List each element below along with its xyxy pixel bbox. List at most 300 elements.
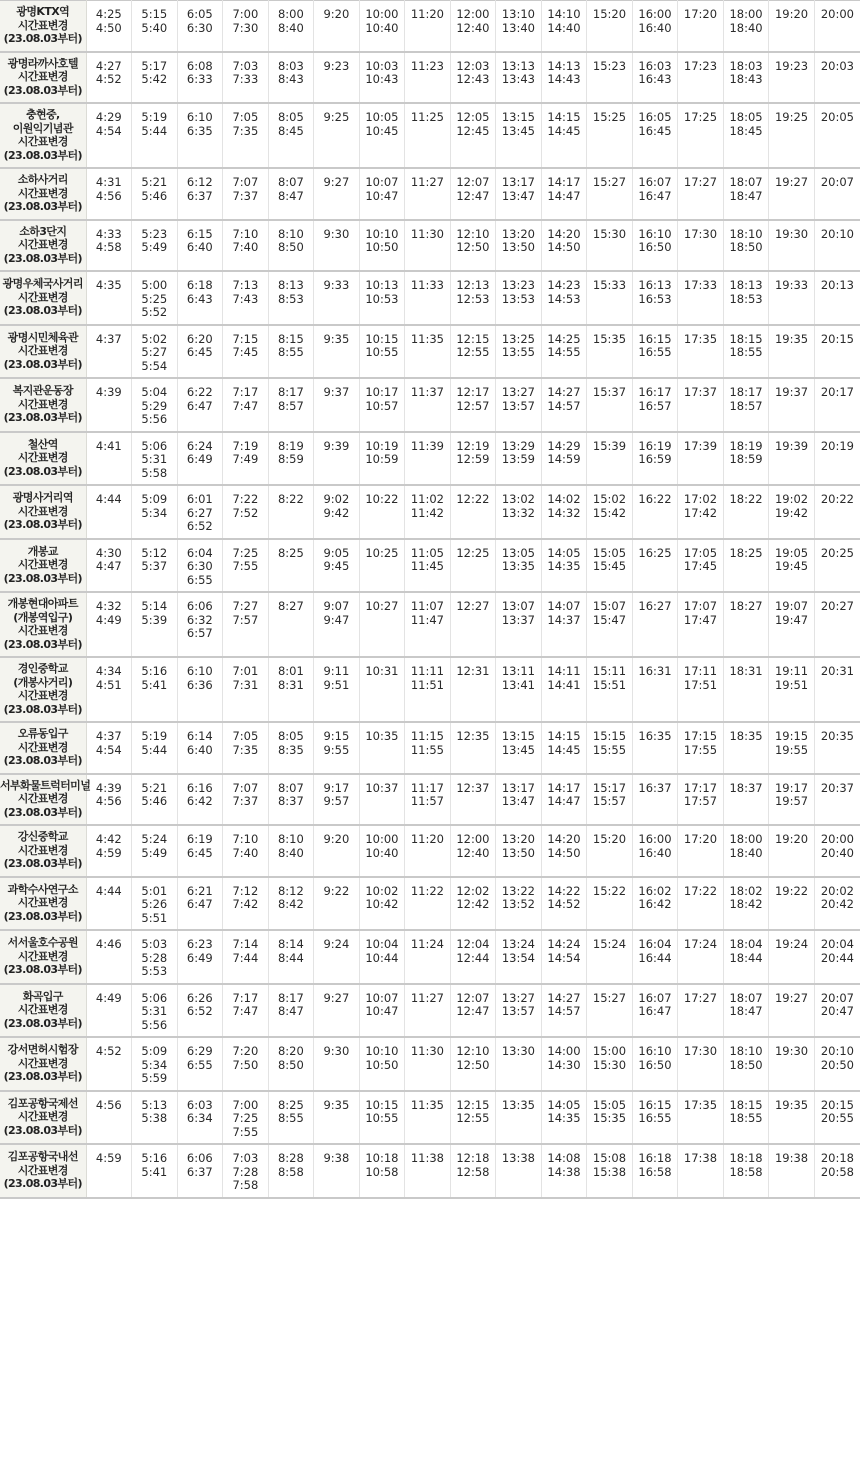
departure-time-cell bbox=[405, 378, 451, 432]
departure-time: 4:25 bbox=[95, 7, 122, 21]
departure-time-cell bbox=[587, 378, 633, 432]
departure-time: 6:08 bbox=[186, 58, 213, 73]
departure-time: 11:23 bbox=[410, 58, 444, 73]
departure-time-cell bbox=[268, 103, 314, 168]
departure-time-cell bbox=[268, 1091, 314, 1145]
departure-time-cell bbox=[405, 168, 451, 220]
departure-time-cell bbox=[268, 378, 314, 432]
departure-time-cell bbox=[177, 592, 223, 657]
departure-time-cell bbox=[769, 378, 815, 432]
departure-time-cell bbox=[587, 485, 633, 539]
departure-time-cell bbox=[132, 271, 178, 325]
departure-time: 16:40 bbox=[638, 20, 672, 35]
departure-time-cell bbox=[723, 825, 769, 877]
stop-name-line: 광명KTX역 bbox=[16, 5, 70, 18]
departure-time-cell bbox=[359, 877, 405, 931]
stop-row bbox=[0, 877, 860, 931]
departure-time: 18:07 bbox=[729, 175, 763, 189]
departure-time: 7:35 bbox=[232, 742, 259, 757]
departure-time: 15:08 bbox=[592, 1151, 627, 1165]
departure-time: 12:50 bbox=[456, 1057, 490, 1072]
departure-time: 14:20 bbox=[547, 832, 581, 846]
departure-time: 6:37 bbox=[186, 1164, 213, 1179]
departure-time-cell bbox=[132, 378, 178, 432]
departure-time: 20:40 bbox=[820, 845, 854, 860]
departure-time: 7:27 bbox=[232, 599, 259, 613]
departure-time: 19:37 bbox=[774, 385, 809, 399]
departure-time: 14:43 bbox=[547, 72, 581, 86]
departure-time-cell bbox=[132, 825, 178, 877]
departure-time: 6:40 bbox=[186, 742, 213, 757]
stop-name-line: 소하사거리 bbox=[17, 173, 68, 186]
departure-time-cell bbox=[496, 592, 542, 657]
departure-time: 4:29 bbox=[95, 110, 122, 124]
departure-time: 8:28 bbox=[277, 1151, 304, 1165]
departure-time: 4:30 bbox=[95, 545, 122, 560]
stop-name-cell bbox=[0, 930, 86, 984]
departure-time: 8:20 bbox=[277, 1044, 304, 1058]
departure-time-cell bbox=[587, 1037, 633, 1091]
stop-name-line: (23.08.03부터) bbox=[3, 1177, 82, 1190]
departure-time: 6:55 bbox=[186, 1057, 213, 1072]
stop-name-line: (23.08.03부터) bbox=[3, 702, 82, 716]
departure-time: 10:55 bbox=[365, 1111, 399, 1125]
stop-name-line: 광명시민체육관 bbox=[7, 330, 78, 344]
departure-time-cell bbox=[405, 432, 451, 486]
departure-time: 16:03 bbox=[638, 58, 672, 73]
departure-time: 19:33 bbox=[774, 278, 809, 292]
departure-time: 8:03 bbox=[277, 58, 304, 73]
departure-time: 15:30 bbox=[592, 226, 627, 241]
departure-time: 18:50 bbox=[729, 240, 763, 254]
departure-time-cell bbox=[814, 1, 860, 52]
departure-time-cell bbox=[450, 722, 496, 774]
departure-time: 5:15 bbox=[141, 7, 168, 21]
departure-time: 17:23 bbox=[683, 58, 718, 73]
departure-time-cell bbox=[587, 220, 633, 272]
departure-time: 19:05 bbox=[774, 545, 809, 560]
departure-time: 15:51 bbox=[592, 677, 627, 692]
departure-time: 8:05 bbox=[277, 110, 304, 124]
departure-time: 14:00 bbox=[547, 1044, 581, 1058]
departure-time-cell bbox=[678, 539, 724, 593]
departure-time: 9:22 bbox=[323, 883, 350, 898]
departure-time: 19:30 bbox=[774, 1044, 809, 1058]
stop-row bbox=[0, 930, 860, 984]
departure-time-cell bbox=[314, 378, 360, 432]
departure-time: 11:45 bbox=[410, 559, 444, 573]
departure-time: 7:05 bbox=[232, 110, 259, 124]
departure-time-cell bbox=[359, 984, 405, 1038]
departure-time-cell bbox=[723, 877, 769, 931]
departure-time: 16:05 bbox=[638, 110, 672, 124]
departure-time: 13:07 bbox=[501, 599, 536, 613]
departure-time-cell bbox=[86, 722, 132, 774]
departure-time: 4:39 bbox=[95, 385, 122, 399]
departure-time: 18:53 bbox=[729, 291, 763, 306]
departure-time-cell bbox=[86, 984, 132, 1038]
departure-time-cell bbox=[223, 220, 269, 272]
departure-time-cell bbox=[632, 432, 678, 486]
departure-time: 18:18 bbox=[729, 1151, 763, 1165]
departure-time-cell bbox=[223, 657, 269, 722]
departure-time-cell bbox=[587, 1, 633, 52]
departure-time-cell bbox=[405, 220, 451, 272]
departure-time-cell bbox=[723, 1037, 769, 1091]
departure-time: 6:26 bbox=[186, 990, 213, 1005]
departure-time: 11:11 bbox=[410, 664, 444, 678]
departure-time: 8:40 bbox=[277, 845, 304, 860]
departure-time-cell bbox=[496, 1091, 542, 1145]
stop-name-line: 시간표변경 bbox=[17, 504, 68, 518]
departure-time: 5:49 bbox=[141, 240, 168, 254]
departure-time: 7:55 bbox=[232, 559, 259, 573]
departure-time-cell bbox=[359, 1, 405, 52]
departure-time: 20:17 bbox=[820, 385, 854, 399]
departure-time-cell bbox=[723, 168, 769, 220]
stop-row bbox=[0, 1, 860, 52]
departure-time-cell bbox=[632, 930, 678, 984]
departure-time: 6:21 bbox=[186, 883, 213, 898]
departure-time: 5:26 bbox=[141, 897, 168, 911]
departure-time: 13:54 bbox=[501, 950, 536, 965]
departure-time: 19:45 bbox=[774, 559, 809, 573]
departure-time: 19:35 bbox=[774, 331, 809, 346]
departure-time: 11:38 bbox=[410, 1151, 444, 1165]
departure-time: 15:47 bbox=[592, 612, 627, 627]
departure-time-cell bbox=[678, 432, 724, 486]
departure-time: 12:59 bbox=[456, 452, 490, 466]
departure-time: 9:20 bbox=[323, 832, 350, 846]
departure-time: 9:23 bbox=[323, 58, 350, 73]
departure-time: 20:27 bbox=[820, 599, 854, 613]
departure-time: 19:20 bbox=[774, 832, 809, 846]
departure-time-cell bbox=[223, 984, 269, 1038]
departure-time: 16:45 bbox=[638, 123, 672, 138]
departure-time-cell bbox=[769, 52, 815, 104]
departure-time: 18:17 bbox=[729, 385, 763, 399]
departure-time-cell bbox=[450, 485, 496, 539]
departure-time: 7:05 bbox=[232, 729, 259, 743]
stop-row bbox=[0, 271, 860, 325]
departure-time: 5:42 bbox=[141, 72, 168, 86]
departure-time-cell bbox=[314, 877, 360, 931]
departure-time-cell bbox=[268, 877, 314, 931]
departure-time-cell bbox=[268, 485, 314, 539]
stop-row bbox=[0, 722, 860, 774]
departure-time-cell bbox=[769, 1144, 815, 1198]
departure-time: 18:58 bbox=[729, 1164, 763, 1179]
departure-time-cell bbox=[177, 722, 223, 774]
departure-time-cell bbox=[814, 52, 860, 104]
departure-time-cell bbox=[541, 1144, 587, 1198]
departure-time-cell bbox=[268, 657, 314, 722]
departure-time-cell bbox=[223, 325, 269, 379]
departure-time: 5:19 bbox=[141, 110, 168, 124]
departure-time-cell bbox=[268, 432, 314, 486]
departure-time-cell bbox=[541, 325, 587, 379]
departure-time: 14:35 bbox=[547, 559, 581, 573]
departure-time: 12:15 bbox=[456, 331, 490, 346]
departure-time-cell bbox=[405, 657, 451, 722]
departure-time-cell bbox=[632, 1091, 678, 1145]
stop-name-cell bbox=[0, 774, 91, 826]
departure-time-cell bbox=[86, 271, 132, 325]
stop-name-line: (23.08.03부터) bbox=[3, 1016, 82, 1030]
departure-time: 13:50 bbox=[501, 240, 536, 254]
departure-time: 16:25 bbox=[638, 545, 672, 560]
departure-time: 17:35 bbox=[683, 331, 718, 346]
departure-time-cell bbox=[132, 539, 178, 593]
departure-time-cell bbox=[678, 1091, 724, 1145]
departure-time: 8:43 bbox=[277, 72, 304, 86]
departure-time: 11:55 bbox=[410, 742, 444, 757]
departure-time: 6:47 bbox=[186, 398, 213, 413]
departure-time-cell bbox=[769, 592, 815, 657]
departure-time-cell bbox=[314, 220, 360, 272]
departure-time: 14:11 bbox=[547, 664, 581, 678]
stop-name-line: (23.08.03부터) bbox=[3, 200, 82, 213]
departure-time-cell bbox=[587, 271, 633, 325]
departure-time: 8:14 bbox=[277, 937, 304, 951]
departure-time: 6:27 bbox=[186, 505, 213, 520]
departure-time: 5:16 bbox=[141, 1151, 168, 1165]
departure-time: 9:47 bbox=[323, 612, 350, 627]
departure-time-cell bbox=[678, 722, 724, 774]
stop-name-line: 시간표변경 bbox=[17, 843, 68, 857]
departure-time-cell bbox=[223, 1091, 269, 1145]
departure-time-cell bbox=[359, 1037, 405, 1091]
departure-time: 7:17 bbox=[232, 990, 259, 1005]
stop-name-cell bbox=[0, 220, 86, 272]
departure-time: 12:03 bbox=[456, 58, 490, 73]
departure-time: 10:44 bbox=[365, 950, 399, 965]
departure-time: 5:23 bbox=[141, 226, 168, 241]
departure-time: 13:10 bbox=[501, 7, 536, 21]
departure-time-cell bbox=[405, 984, 451, 1038]
departure-time: 16:43 bbox=[638, 72, 672, 86]
stop-name-line: 충현중, bbox=[25, 108, 60, 121]
departure-time-cell bbox=[496, 722, 542, 774]
departure-time: 6:04 bbox=[186, 545, 213, 560]
departure-time: 5:58 bbox=[141, 465, 168, 480]
departure-time-cell bbox=[314, 984, 360, 1038]
stop-name-line: 시간표변경 bbox=[17, 689, 68, 702]
departure-time-cell bbox=[769, 877, 815, 931]
departure-time: 18:43 bbox=[729, 72, 763, 86]
departure-time-cell bbox=[314, 432, 360, 486]
departure-time-cell bbox=[314, 825, 360, 877]
departure-time: 18:59 bbox=[729, 452, 763, 466]
departure-time: 9:30 bbox=[323, 1044, 350, 1058]
departure-time-cell bbox=[359, 325, 405, 379]
departure-time: 5:16 bbox=[141, 664, 168, 678]
departure-time: 20:55 bbox=[820, 1111, 854, 1125]
departure-time-cell bbox=[132, 657, 178, 722]
departure-time: 16:35 bbox=[638, 729, 672, 743]
departure-time: 9:42 bbox=[323, 505, 350, 520]
departure-time-cell bbox=[132, 103, 178, 168]
departure-time-cell bbox=[268, 220, 314, 272]
departure-time: 5:31 bbox=[141, 1004, 168, 1018]
departure-time-cell bbox=[450, 984, 496, 1038]
departure-time: 18:10 bbox=[729, 226, 763, 241]
departure-time-cell bbox=[769, 485, 815, 539]
departure-time: 13:55 bbox=[501, 345, 536, 359]
departure-time: 17:22 bbox=[683, 883, 718, 898]
departure-time-cell bbox=[723, 930, 769, 984]
stop-name-line: (23.08.03부터) bbox=[3, 304, 82, 317]
departure-time: 10:15 bbox=[365, 1097, 399, 1112]
stop-name-line: 시간표변경 bbox=[17, 70, 68, 83]
departure-time-cell bbox=[450, 657, 496, 722]
departure-time-cell bbox=[177, 1144, 223, 1198]
departure-time: 8:10 bbox=[277, 832, 304, 846]
departure-time: 11:05 bbox=[410, 545, 444, 560]
departure-time-cell bbox=[177, 271, 223, 325]
stop-name-line: (23.08.03부터) bbox=[3, 909, 82, 923]
departure-time: 16:15 bbox=[638, 331, 672, 346]
departure-time: 12:02 bbox=[456, 883, 490, 898]
departure-time: 14:02 bbox=[547, 492, 581, 506]
departure-time: 7:10 bbox=[232, 226, 259, 241]
departure-time-cell bbox=[132, 325, 178, 379]
departure-time: 5:09 bbox=[141, 1044, 168, 1058]
stop-name-line: (23.08.03부터) bbox=[3, 518, 82, 531]
departure-time-cell bbox=[177, 325, 223, 379]
departure-time: 8:25 bbox=[277, 545, 304, 560]
stop-name-cell bbox=[0, 103, 86, 168]
departure-time: 15:39 bbox=[592, 438, 627, 453]
departure-time-cell bbox=[177, 774, 223, 826]
departure-time: 13:30 bbox=[501, 1044, 536, 1058]
departure-time: 6:49 bbox=[186, 452, 213, 466]
departure-time: 16:13 bbox=[638, 278, 672, 292]
departure-time: 16:50 bbox=[638, 240, 672, 254]
departure-time: 10:40 bbox=[365, 20, 399, 35]
departure-time-cell bbox=[359, 657, 405, 722]
departure-time-cell bbox=[177, 168, 223, 220]
departure-time: 20:35 bbox=[820, 729, 854, 743]
departure-time: 4:35 bbox=[95, 278, 122, 292]
departure-time: 5:37 bbox=[141, 559, 168, 573]
departure-time-cell bbox=[405, 1144, 451, 1198]
departure-time-cell bbox=[496, 825, 542, 877]
stop-row bbox=[0, 168, 860, 220]
departure-time-cell bbox=[86, 1037, 132, 1091]
departure-time-cell bbox=[359, 825, 405, 877]
departure-time: 19:02 bbox=[774, 492, 809, 506]
stop-name-line: 경인중학교 bbox=[17, 662, 68, 675]
departure-time: 20:25 bbox=[820, 545, 854, 560]
departure-time-cell bbox=[814, 930, 860, 984]
departure-time-cell bbox=[678, 168, 724, 220]
stop-name-cell bbox=[0, 877, 86, 931]
departure-time-cell bbox=[632, 378, 678, 432]
departure-time-cell bbox=[587, 325, 633, 379]
departure-time: 8:07 bbox=[277, 175, 304, 189]
departure-time-cell bbox=[223, 722, 269, 774]
departure-time: 17:05 bbox=[683, 545, 718, 560]
departure-time: 15:05 bbox=[592, 545, 627, 560]
departure-time-cell bbox=[86, 168, 132, 220]
departure-time: 5:03 bbox=[141, 937, 168, 951]
departure-time: 14:47 bbox=[547, 794, 581, 808]
departure-time-cell bbox=[86, 1091, 132, 1145]
stop-name-line: 시간표변경 bbox=[17, 135, 68, 148]
departure-time: 11:20 bbox=[410, 7, 444, 21]
departure-time-cell bbox=[632, 539, 678, 593]
departure-time: 14:17 bbox=[547, 780, 581, 795]
departure-time-cell bbox=[314, 1091, 360, 1145]
departure-time-cell bbox=[450, 825, 496, 877]
departure-time-cell bbox=[587, 103, 633, 168]
stop-name-line: 과학수사연구소 bbox=[7, 882, 78, 896]
stop-name-line: (23.08.03부터) bbox=[3, 251, 82, 265]
departure-time: 10:53 bbox=[365, 291, 399, 306]
departure-time: 12:55 bbox=[456, 1111, 490, 1125]
departure-time-cell bbox=[177, 1, 223, 52]
departure-time: 10:03 bbox=[365, 58, 399, 73]
departure-time-cell bbox=[678, 1, 724, 52]
departure-time-cell bbox=[177, 930, 223, 984]
departure-time: 20:50 bbox=[820, 1057, 854, 1072]
departure-time: 7:40 bbox=[232, 240, 259, 254]
departure-time-cell bbox=[268, 52, 314, 104]
departure-time-cell bbox=[314, 103, 360, 168]
departure-time: 6:33 bbox=[186, 72, 213, 86]
stop-name-line: (23.08.03부터) bbox=[3, 754, 82, 767]
departure-time: 20:18 bbox=[820, 1151, 854, 1165]
departure-time-cell bbox=[86, 930, 132, 984]
departure-time: 17:45 bbox=[683, 559, 718, 573]
departure-time: 19:23 bbox=[774, 58, 809, 73]
departure-time: 18:04 bbox=[729, 937, 763, 951]
departure-time: 7:15 bbox=[232, 331, 259, 346]
departure-time-cell bbox=[405, 592, 451, 657]
departure-time: 11:57 bbox=[410, 794, 444, 808]
stop-row bbox=[0, 1144, 860, 1198]
departure-time: 7:52 bbox=[232, 505, 259, 520]
departure-time: 7:33 bbox=[232, 72, 259, 86]
departure-time: 7:03 bbox=[232, 1151, 259, 1165]
departure-time: 17:07 bbox=[683, 599, 718, 613]
departure-time: 4:50 bbox=[95, 20, 122, 35]
departure-time: 17:02 bbox=[683, 492, 718, 506]
departure-time-cell bbox=[223, 271, 269, 325]
departure-time-cell bbox=[223, 168, 269, 220]
departure-time-cell bbox=[450, 168, 496, 220]
departure-time-cell bbox=[496, 539, 542, 593]
departure-time-cell bbox=[405, 271, 451, 325]
departure-time: 4:59 bbox=[95, 845, 122, 860]
departure-time: 14:15 bbox=[547, 729, 581, 743]
departure-time: 6:52 bbox=[186, 1004, 213, 1018]
departure-time: 7:28 bbox=[232, 1164, 259, 1179]
departure-time: 14:50 bbox=[547, 240, 581, 254]
stop-name-line: (23.08.03부터) bbox=[3, 571, 82, 585]
departure-time-cell bbox=[496, 168, 542, 220]
departure-time-cell bbox=[177, 984, 223, 1038]
departure-time: 11:07 bbox=[410, 599, 444, 613]
stop-name-line: 김포공항국내선 bbox=[7, 1150, 78, 1163]
departure-time-cell bbox=[723, 325, 769, 379]
departure-time: 6:05 bbox=[186, 7, 213, 21]
departure-time-cell bbox=[678, 220, 724, 272]
departure-time-cell bbox=[541, 657, 587, 722]
departure-time-cell bbox=[450, 52, 496, 104]
departure-time: 8:15 bbox=[277, 331, 304, 346]
